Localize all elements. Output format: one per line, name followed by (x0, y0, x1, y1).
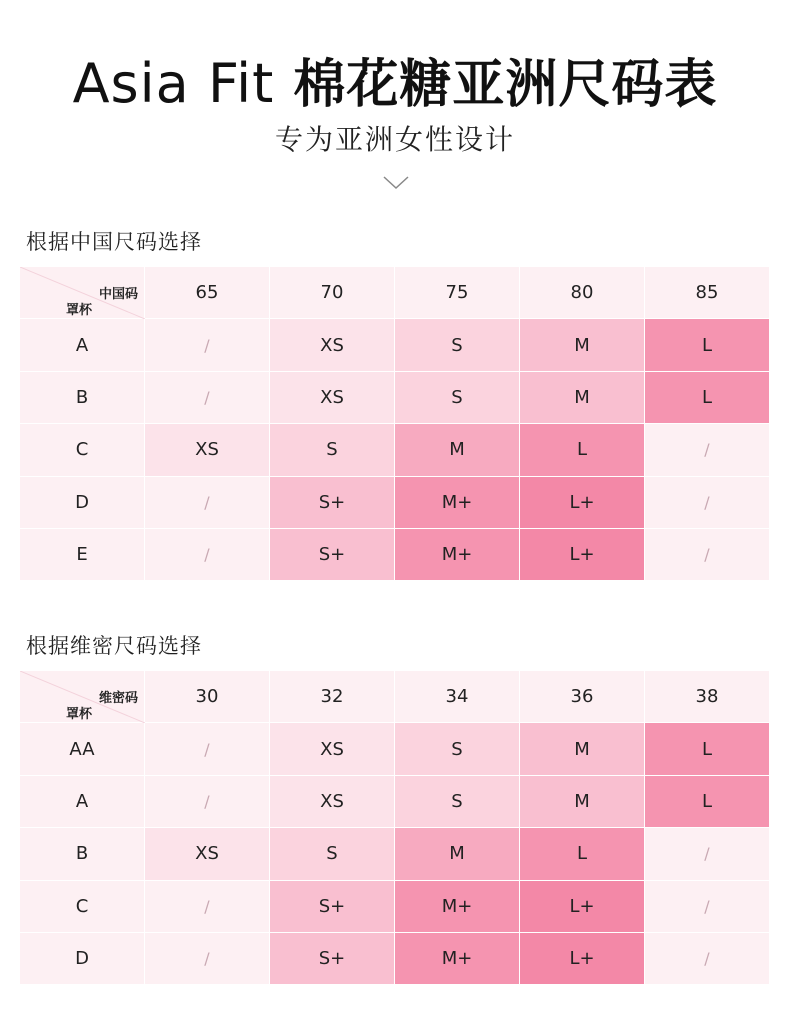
row-header-cup: B (20, 372, 145, 424)
column-header: 85 (645, 267, 770, 319)
size-cell: S (270, 424, 395, 476)
size-cell: S (395, 372, 520, 424)
size-cell: XS (145, 828, 270, 880)
size-cell: / (145, 477, 270, 529)
size-cell: M (395, 828, 520, 880)
column-header: 30 (145, 671, 270, 723)
row-header-cup: B (20, 828, 145, 880)
size-cell: S+ (270, 529, 395, 581)
corner-column-label: 中国码 (98, 287, 138, 302)
size-cell: L (520, 424, 645, 476)
size-cell: / (645, 529, 770, 581)
size-cell: S+ (270, 477, 395, 529)
size-cell: M (395, 424, 520, 476)
size-cell: / (145, 723, 270, 775)
row-header-cup: E (20, 529, 145, 581)
column-header: 34 (395, 671, 520, 723)
row-header-cup: D (20, 933, 145, 985)
table-corner-header (20, 671, 145, 723)
size-cell: M (520, 776, 645, 828)
size-cell: L+ (520, 881, 645, 933)
column-header: 80 (520, 267, 645, 319)
section-title-china-size: 根据中国尺码选择 (26, 230, 202, 254)
column-header: 32 (270, 671, 395, 723)
column-header: 70 (270, 267, 395, 319)
size-cell: S+ (270, 881, 395, 933)
column-header: 38 (645, 671, 770, 723)
size-cell: L (645, 372, 770, 424)
row-header-cup: AA (20, 723, 145, 775)
size-cell: / (145, 776, 270, 828)
size-cell: / (645, 424, 770, 476)
row-header-cup: A (20, 319, 145, 371)
page-subtitle: 专为亚洲女性设计 (274, 123, 515, 156)
corner-row-label: 罩杯 (66, 303, 93, 318)
size-cell: M (520, 319, 645, 371)
page-header (0, 0, 790, 210)
size-cell: XS (270, 319, 395, 371)
size-cell: / (145, 933, 270, 985)
table-corner-header (20, 267, 145, 319)
size-cell: S (395, 319, 520, 371)
size-cell: / (145, 372, 270, 424)
size-cell: / (645, 477, 770, 529)
size-cell: L (645, 723, 770, 775)
size-cell: / (645, 881, 770, 933)
size-cell: L+ (520, 933, 645, 985)
size-cell: / (645, 933, 770, 985)
size-cell: M+ (395, 477, 520, 529)
size-cell: / (145, 881, 270, 933)
size-cell: L (520, 828, 645, 880)
section-title-vs-size: 根据维密尺码选择 (26, 634, 202, 658)
column-header: 75 (395, 267, 520, 319)
title-chinese: 棉花糖亚洲尺码表 (293, 55, 718, 115)
corner-column-label: 维密码 (98, 691, 138, 706)
size-table-china (20, 267, 770, 581)
column-header: 65 (145, 267, 270, 319)
size-cell: XS (270, 372, 395, 424)
size-table-vs (20, 671, 770, 985)
size-cell: / (145, 319, 270, 371)
size-cell: S (395, 776, 520, 828)
row-header-cup: D (20, 477, 145, 529)
row-header-cup: A (20, 776, 145, 828)
size-cell: / (645, 828, 770, 880)
size-cell: M (520, 372, 645, 424)
size-cell: XS (270, 776, 395, 828)
size-cell: M+ (395, 529, 520, 581)
column-header: 36 (520, 671, 645, 723)
size-cell: XS (270, 723, 395, 775)
size-cell: S (270, 828, 395, 880)
size-cell: L (645, 319, 770, 371)
brand-name: Asia Fit (72, 52, 275, 115)
row-header-cup: C (20, 424, 145, 476)
size-cell: M+ (395, 881, 520, 933)
chevron-down-icon (383, 176, 409, 190)
size-cell: L+ (520, 529, 645, 581)
size-cell: S (395, 723, 520, 775)
size-cell: S+ (270, 933, 395, 985)
corner-row-label: 罩杯 (66, 707, 93, 722)
page-title (0, 42, 790, 117)
size-cell: M+ (395, 933, 520, 985)
size-cell: XS (145, 424, 270, 476)
row-header-cup: C (20, 881, 145, 933)
size-cell: M (520, 723, 645, 775)
size-cell: / (145, 529, 270, 581)
size-cell: L+ (520, 477, 645, 529)
size-cell: L (645, 776, 770, 828)
